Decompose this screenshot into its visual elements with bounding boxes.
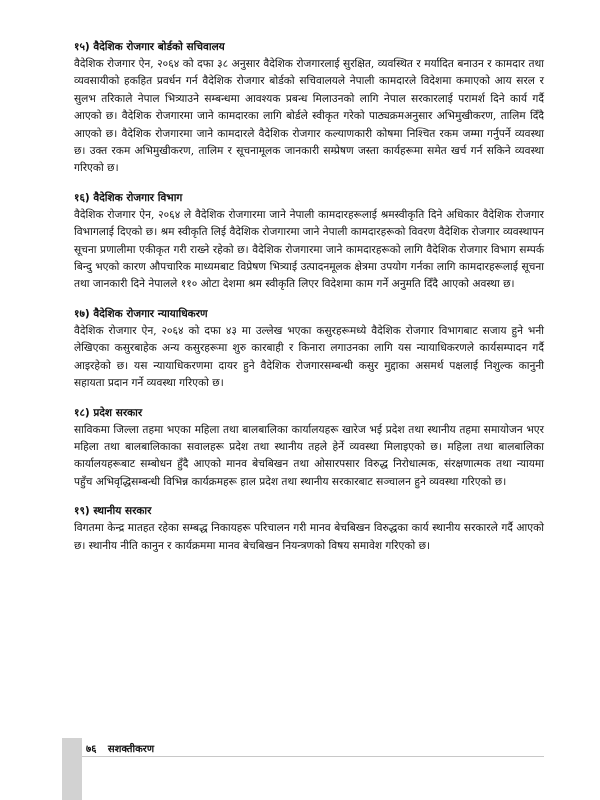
section-heading: १५) वैदेशिक रोजगार बोर्डको सचिवालय [74,41,225,53]
section-bureau-secretariat [74,40,544,178]
section-tribunal [74,307,544,393]
section-paragraph: वैदेशिक रोजगार ऐन, २०६४ को दफा ४३ मा उल्लेख भएका कसुरहरूमध्ये वैदेशिक रोजगार विभागबाट सजाय हुने भनी लेखिएका कसुरबाहेक अन्य कसुरहरूमा शुरु कारबाही र किनारा लगाउनका लागि यस न्यायाधिकरणले कार्यसम्पादन गर्दै आइरहेको छ। यस न्यायाधिकरणमा दायर हुने वैदेशिक रोजगारसम्बन्धी कसुर मुद्दाका असमर्थ पक्षलाई निशुल्क कानुनी सहायता प्रदान गर्ने व्यवस्था गरिएको छ। [74,324,544,390]
footer-label [86,741,162,755]
section-heading: १६) वैदेशिक रोजगार विभाग [74,191,183,204]
section-local-government [74,504,544,555]
section-paragraph: साविकमा जिल्ला तहमा भएका महिला तथा बालबालिका कार्यालयहरू खारेज भई प्रदेश तथा स्थानीय तहमा समायोजन भएर महिला तथा बालबालिकाका सवालहरू प्रदेश तथा स्थानीय तहले हेर्ने व्यवस्था मिलाइएको छ। महिला तथा बालबालिका कार्यालयहरूबाट सम्बोधन हुँदै आएको मानव बेचबिखन तथा ओसारपसार विरुद्ध निरोधात्मक, संरक्षणात्मक तथा न्यायमा पहुँच अभिवृद्धिसम्बन्धी विभिन्न कार्यक्रमहरू हाल प्रदेश तथा स्थानीय सरकारबाट सञ्चालन हुने व्यवस्था गरिएको छ। [74,423,544,488]
page-footer [0,738,600,800]
section-department [74,191,544,294]
page-content [74,40,544,568]
section-paragraph: वैदेशिक रोजगार ऐन, २०६४ को दफा ३८ अनुसार वैदेशिक रोजगारलाई सुरक्षित, व्यवस्थित र मर्यादित बनाउन र कामदार तथा व्यवसायीको हकहित प्रवर्धन गर्न वैदेशिक रोजगार बोर्डको सचिवालयले नेपाली कामदारले विदेशमा कमाएको आय सरल र सुलभ तरिकाले नेपाल भित्र्याउने सम्बन्धमा आवश्यक प्रबन्ध मिलाउनको लागि नेपाल सरकारलाई परामर्श दिने कार्य गर्दै आएको छ। वैदेशिक रोजगारमा जाने कामदारका लागि बोर्डले स्वीकृत गरेको पाठ्यक्रमअनुसार अभिमुखीकरण, तालिम दिँदै आएको छ। वैदेशिक रोजगारमा जाने कामदारले वैदेशिक रोजगार कल्याणकारी कोषमा निश्चित रकम जम्मा गर्नुपर्ने व्यवस्था छ। उक्त रकम अभिमुखीकरण, तालिम र सूचनामूलक जानकारी सम्प्रेषण जस्ता कार्यहरूमा समेत खर्च गर्न सकिने व्यवस्था गरिएको छ। [74,58,544,175]
running-title: सशक्तीकरण [107,744,155,755]
section-heading: १७) वैदेशिक रोजगार न्यायाधिकरण [74,307,208,320]
section-heading: १९) स्थानीय सरकार [74,505,152,518]
page-number: ७६ [86,744,97,755]
section-province-government [74,406,544,492]
section-heading: १८) प्रदेश सरकार [74,406,143,419]
section-paragraph: वैदेशिक रोजगार ऐन, २०६४ ले वैदेशिक रोजगारमा जाने नेपाली कामदारहरूलाई श्रमस्वीकृति दिने अधिकार वैदेशिक रोजगार विभागलाई दिएको छ। श्रम स्वीकृति लिई वैदेशिक रोजगारमा जाने नेपाली कामदारहरूको विवरण वैदेशिक रोजगार व्यवस्थापन सूचना प्रणालीमा एकीकृत गरी राख्ने रहेको छ। वैदेशिक रोजगारमा जाने कामदारहरूको लागि वैदेशिक रोजगार विभाग सम्पर्क बिन्दु भएको कारण औपचारिक माध्यमबाट विप्रेषण भित्र्याई उत्पादनमूलक क्षेत्रमा उपयोग गर्नका लागि कामदारहरूलाई सूचना तथा जानकारी दिने नेपालले ११० ओटा देशमा श्रम स्वीकृति लिएर विदेशमा काम गर्ने अनुमति दिँदै आएको अवस्था छ। [74,208,544,291]
footer-divider [82,756,544,757]
footer-side-strip [62,738,82,800]
section-paragraph: विगतमा केन्द्र मातहत रहेका सम्बद्ध निकायहरू परिचालन गरी मानव बेचबिखन विरुद्धका कार्य स्थानीय सरकारले गर्दै आएको छ। स्थानीय नीति कानुन र कार्यक्रममा मानव बेचबिखन नियन्त्रणको विषय समावेश गरिएको छ। [74,522,544,552]
